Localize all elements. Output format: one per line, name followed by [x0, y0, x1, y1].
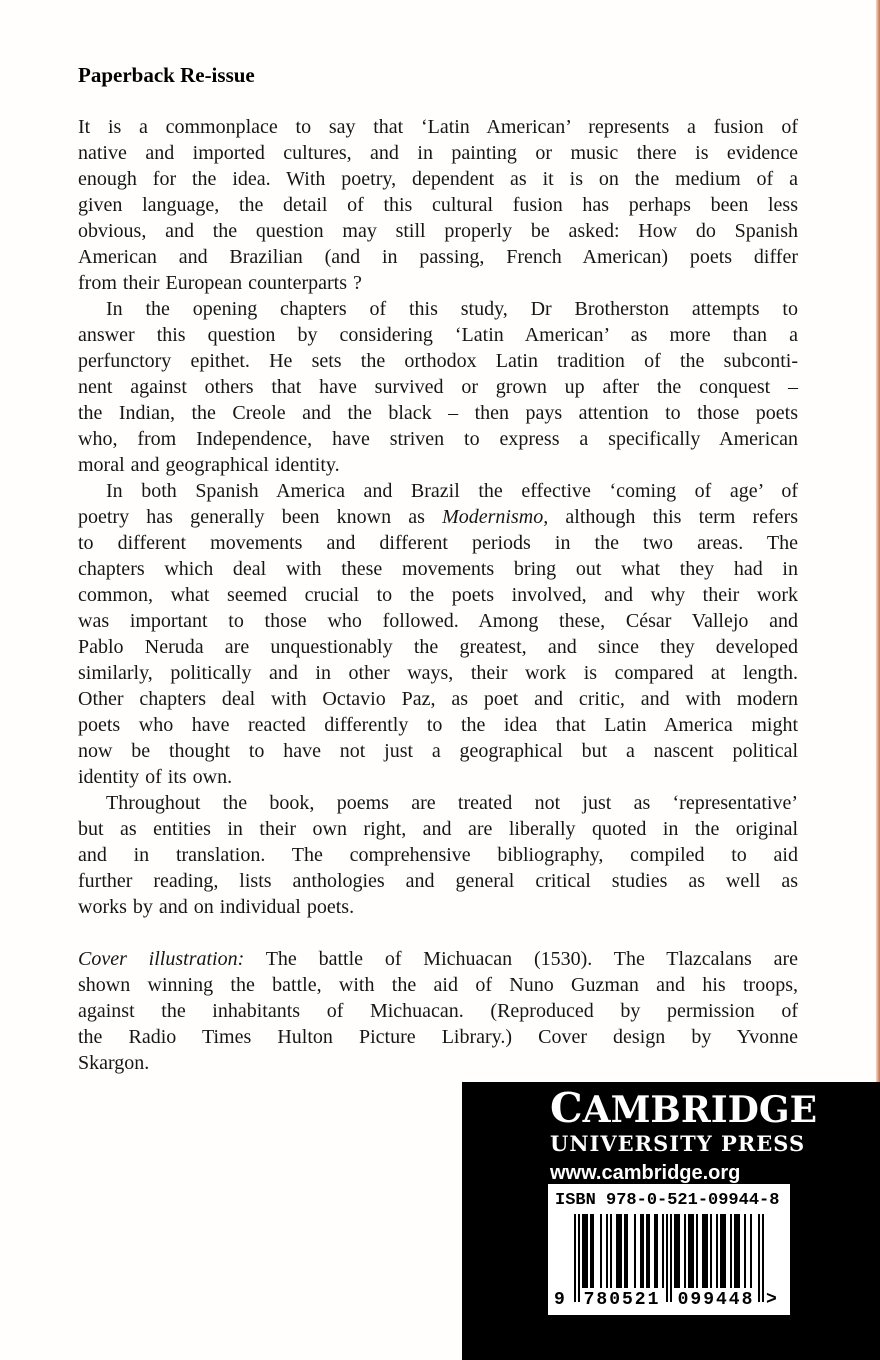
plain-text: It is a commonplace to say that ‘Latin American’ represents a fusion of	[78, 116, 798, 138]
barcode-bar	[730, 1214, 732, 1288]
plain-text: obvious, and the question may still properly be asked: How do Spanish	[78, 220, 798, 242]
plain-text: the Radio Times Hulton Picture Library.) Cover design by Yvonne	[78, 1026, 798, 1048]
text-line	[78, 582, 798, 608]
italic-text: Cover illustration:	[78, 948, 245, 970]
plain-text: moral and geographical identity.	[78, 454, 340, 476]
text-line	[78, 322, 798, 348]
text-line	[78, 1024, 798, 1050]
plain-text: to different movements and different periods in the two areas. The	[78, 532, 798, 554]
plain-text: identity of its own.	[78, 766, 233, 788]
text-line	[78, 374, 798, 400]
barcode-bar	[610, 1214, 612, 1288]
plain-text: poetry has generally been known as	[78, 506, 443, 528]
blurb-text	[78, 114, 798, 1076]
plain-text: further reading, lists anthologies and general critical studies as well as	[78, 870, 798, 892]
cambridge-logo	[462, 1082, 880, 1185]
plain-text: American and Brazilian (and in passing, French American) poets differ	[78, 246, 798, 268]
plain-text: common, what seemed crucial to the poets involved, and why their work	[78, 584, 798, 606]
barcode-bar	[574, 1214, 576, 1302]
plain-text: who, from Independence, have striven to express a specifically American	[78, 428, 798, 450]
barcode-bar	[696, 1214, 698, 1288]
barcode-bar	[762, 1214, 764, 1302]
plain-text: although this term refers	[548, 506, 798, 528]
barcode-bar	[648, 1214, 650, 1288]
barcode-bar	[706, 1214, 708, 1288]
isbn-number: ISBN 978-0-521-09944-8	[555, 1191, 780, 1210]
text-line	[78, 244, 798, 270]
plain-text: Throughout the book, poems are treated not just as ‘representative’	[106, 792, 798, 814]
publisher-block	[462, 1082, 880, 1360]
plain-text: answer this question by considering ‘Latin American’ as more than a	[78, 324, 798, 346]
publisher-name-cambridge: CAMBRIDGE	[550, 1084, 818, 1132]
text-line	[78, 660, 798, 686]
plain-text: chapters which deal with these movements bring out what they had in	[78, 558, 798, 580]
plain-text: against the inhabitants of Michuacan. (Reproduced by permission of	[78, 1000, 798, 1022]
text-line	[78, 504, 798, 530]
plain-text: Pablo Neruda are unquestionably the greatest, and since they developed	[78, 636, 798, 658]
text-line	[78, 166, 798, 192]
isbn-box	[548, 1184, 790, 1315]
barcode-bar	[642, 1214, 644, 1288]
barcode-bar	[692, 1214, 694, 1288]
barcode-bar	[716, 1214, 718, 1288]
plain-text: native and imported cultures, and in painting or music there is evidence	[78, 142, 798, 164]
page-title: Paperback Re-issue	[78, 63, 255, 87]
text-line	[78, 686, 798, 712]
text-line	[78, 790, 798, 816]
barcode-bar	[744, 1214, 746, 1288]
barcode-bar	[586, 1214, 588, 1288]
plain-text: but as entities in their own right, and are liberally quoted in the original	[78, 818, 798, 840]
text-line	[78, 478, 798, 504]
plain-text: The battle of Michuacan (1530). The Tlazcalans are	[244, 948, 798, 970]
body-paragraph	[78, 478, 798, 790]
plain-text: similarly, politically and in other ways, their work is compared at length.	[78, 662, 798, 684]
plain-text: the Indian, the Creole and the black – then pays attention to those poets	[78, 402, 798, 424]
text-line	[78, 218, 798, 244]
ean-barcode	[548, 1214, 790, 1312]
text-line	[78, 348, 798, 374]
body-paragraph	[78, 946, 798, 1076]
barcode-bar	[656, 1214, 658, 1288]
barcode-bar	[666, 1214, 668, 1302]
italic-text: Modernismo,	[442, 506, 549, 528]
barcode-bar	[750, 1214, 752, 1288]
plain-text: poets who have reacted differently to the idea that Latin America might	[78, 714, 798, 736]
text-line	[78, 140, 798, 166]
plain-text: now be thought to have not just a geographical but a nascent political	[78, 740, 798, 762]
barcode-bar	[662, 1214, 664, 1288]
plain-text: Skargon.	[78, 1052, 150, 1074]
barcode-bar	[758, 1214, 760, 1302]
text-line	[78, 842, 798, 868]
text-line	[78, 1050, 798, 1076]
text-line	[78, 426, 798, 452]
barcode-digit-left: 9	[554, 1290, 565, 1310]
barcode-bar	[710, 1214, 712, 1288]
body-paragraph	[78, 114, 798, 296]
barcode-digits-group2: 099448	[677, 1290, 755, 1310]
barcode-bars	[574, 1214, 764, 1302]
text-line	[78, 738, 798, 764]
plain-text: was important to those who followed. Among these, César Vallejo and	[78, 610, 798, 632]
text-line	[78, 556, 798, 582]
text-line	[78, 712, 798, 738]
barcode-bar	[600, 1214, 602, 1288]
barcode-bar	[684, 1214, 686, 1288]
barcode-bar	[724, 1214, 726, 1288]
plain-text: perfunctory epithet. He sets the orthodox Latin tradition of the subconti-	[78, 350, 798, 372]
text-line	[78, 192, 798, 218]
publisher-website: www.cambridge.org	[550, 1162, 741, 1184]
body-paragraph	[78, 296, 798, 478]
barcode-bar	[626, 1214, 628, 1288]
plain-text: In both Spanish America and Brazil the effective ‘coming of age’ of	[106, 480, 798, 502]
text-line	[78, 114, 798, 140]
text-line	[78, 608, 798, 634]
text-line	[78, 998, 798, 1024]
barcode-bar	[606, 1214, 608, 1288]
plain-text: works by and on individual poets.	[78, 896, 355, 918]
text-line	[78, 894, 798, 920]
text-line	[78, 270, 798, 296]
plain-text: shown winning the battle, with the aid of Nuno Guzman and his troops,	[78, 974, 798, 996]
barcode-bar	[738, 1214, 740, 1288]
text-line	[78, 868, 798, 894]
barcode-bar	[620, 1214, 622, 1288]
plain-text: and in translation. The comprehensive bibliography, compiled to aid	[78, 844, 798, 866]
barcode-bar	[634, 1214, 636, 1288]
plain-text: enough for the idea. With poetry, dependent as it is on the medium of a	[78, 168, 798, 190]
plain-text: Other chapters deal with Octavio Paz, as poet and critic, and with modern	[78, 688, 798, 710]
plain-text: given language, the detail of this cultural fusion has perhaps been less	[78, 194, 798, 216]
body-paragraph	[78, 790, 798, 920]
text-line	[78, 946, 798, 972]
barcode-bar	[578, 1214, 580, 1302]
publisher-name-university-press: UNIVERSITY PRESS	[550, 1131, 806, 1156]
barcode-bar	[592, 1214, 594, 1288]
plain-text: In the opening chapters of this study, Dr Brotherston attempts to	[106, 298, 798, 320]
back-cover-text-column	[78, 62, 798, 1076]
text-line	[78, 452, 798, 478]
text-line	[78, 400, 798, 426]
plain-text: from their European counterparts ?	[78, 272, 362, 294]
barcode-bar	[678, 1214, 680, 1288]
text-line	[78, 530, 798, 556]
text-line	[78, 816, 798, 842]
plain-text: nent against others that have survived or grown up after the conquest –	[78, 376, 798, 398]
text-line	[78, 634, 798, 660]
barcode-quiet-zone-mark: >	[766, 1290, 777, 1310]
text-line	[78, 296, 798, 322]
text-line	[78, 972, 798, 998]
text-line	[78, 764, 798, 790]
barcode-digits-group1: 780521	[583, 1290, 661, 1310]
barcode-bar	[670, 1214, 672, 1302]
